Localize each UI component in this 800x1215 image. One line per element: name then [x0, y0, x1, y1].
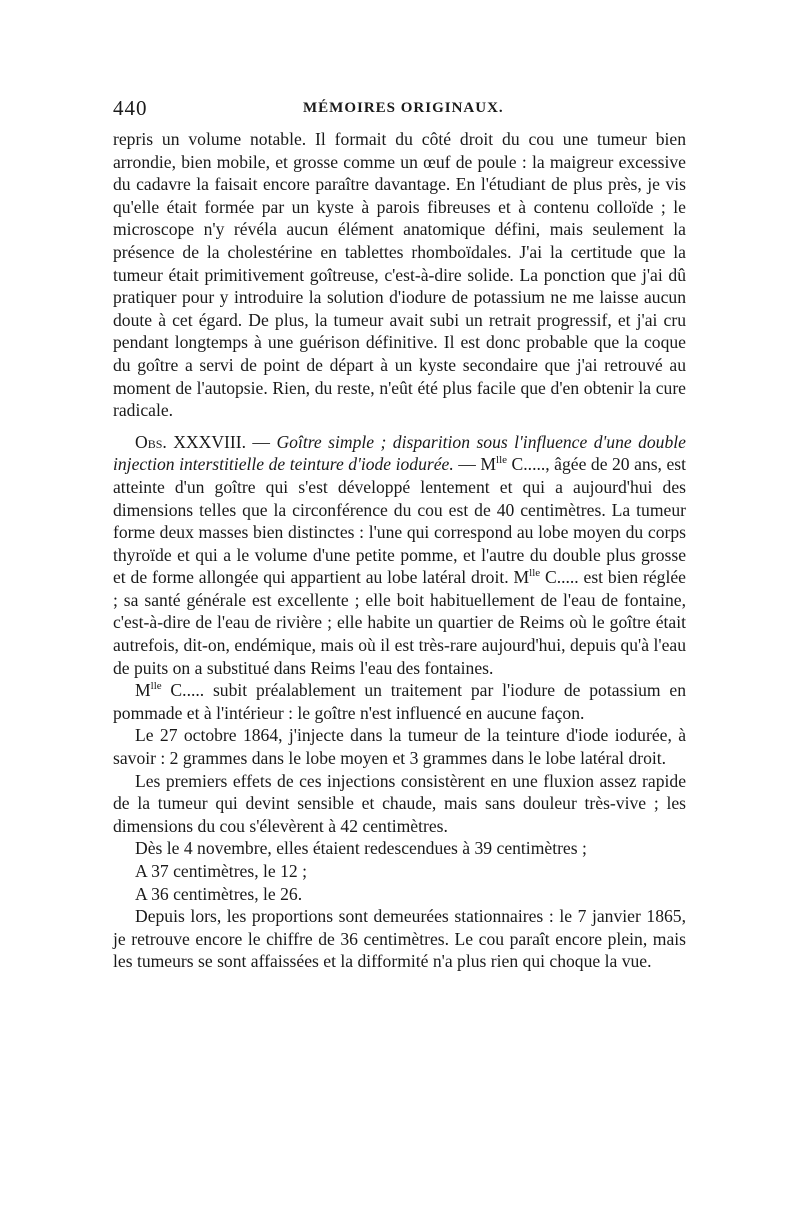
page-header	[113, 96, 688, 126]
mlle2-prefix: M	[513, 567, 530, 588]
mlle-prefix: M	[480, 454, 497, 475]
observation-paragraph	[113, 431, 686, 680]
paragraph-final: Depuis lors, les proportions sont demeurées stationnaires : le 7 janvier 1865, je retrouve encore le chiffre de 36 centimètres. Le cou paraît encore plein, mais les tumeurs se sont affaissées et la difformité n'a plus rien qui choque la vue.	[113, 906, 686, 972]
paragraph-autopsy: repris un volume notable. Il formait du côté droit du cou une tumeur bien arrondie, bien mobile, et grosse comme un œuf de poule : la maigreur excessive du cadavre la faisait encore paraître davantage. En l'étudiant de plus près, je vis qu'elle était formée par un kyste à parois fibreuses et à contenu colloïde ; le microscope n'y révéla aucun élément anatomique défini, mais seulement la présence de la cholestérine en tablettes rhomboïdales. J'ai la certitude que la tumeur était primitivement goîtreuse, c'est-à-dire solide. La ponction que j'ai dû pratiquer pour y introduire la solution d'iodure de potassium ne me laisse aucun doute à cet égard. De plus, la tumeur avait subi un retrait progressif, et j'ai cru pendant longtemps à une guérison définitive. Il est donc probable que la coque du goître a servi de point de départ à un kyste secondaire que j'ai retrouvé au moment de l'autopsie. Rien, du reste, n'eût été plus facile que d'en obtenir la cure radicale.	[113, 129, 686, 421]
page-body	[113, 128, 686, 973]
paragraph-effects: Les premiers effets de ces injections consistèrent en une fluxion assez rapide de la tumeur qui devint sensible et chaude, mais sans douleur très-vive ; les dimensions du cou s'élevèrent à 42 centimètres.	[113, 770, 686, 836]
mlle3-sup: lle	[150, 680, 162, 693]
paragraph-november: Dès le 4 novembre, elles étaient redescendues à 39 centimètres ;	[135, 838, 587, 859]
paragraph-injection: Le 27 octobre 1864, j'injecte dans la tumeur de la teinture d'iode iodurée, à savoir : 2 grammes dans le lobe moyen et 3 grammes dans le lobe latéral droit.	[113, 725, 686, 769]
observation-intro: C....., âgée de 20 ans, est atteinte d'un goître qui s'est développé lentement et qui a aujourd'hui des dimensions telles que la circonférence du cou est de 40 centimètres. La tumeur forme deux masses bien distinctes : l'une qui correspond au lobe moyen du corps thyroïde et qui a le volume d'une petite pomme, et l'autre du double plus grosse et de forme allongée qui appartient au lobe latéral droit.	[113, 454, 687, 588]
mlle2-sup: lle	[529, 567, 541, 580]
observation-dash: —	[458, 454, 476, 475]
observation-title: Goître simple ; disparition sous l'influence d'une double injection interstitielle de teinture d'iode iodurée.	[113, 431, 686, 475]
observation-intro-2: C..... est bien réglée ; sa santé générale est excellente ; elle boit habituellement de l'eau de fontaine, c'est-à-dire de l'eau de rivière ; elle habite un quartier de Reims où le goître était autrefois, dit-on, endémique, mais où il est très-rare aujourd'hui, depuis qu'à l'eau de puits on a substitué dans Reims l'eau des fontaines.	[113, 567, 686, 678]
treatment-text: C..... subit préalablement un traitement par l'iodure de potassium en pommade et à l'intérieur : le goître n'est influencé en aucune façon.	[113, 680, 686, 723]
paragraph-12: A 37 centimètres, le 12 ;	[135, 861, 307, 881]
observation-label: Obs. XXXVIII. —	[135, 431, 271, 452]
paragraph-treatment	[113, 679, 686, 724]
page-number: 440	[113, 96, 148, 120]
mlle3-prefix: M	[135, 680, 151, 701]
running-title: MÉMOIRES ORIGINAUX.	[303, 100, 504, 116]
mlle-sup: lle	[496, 454, 508, 467]
paragraph-26: A 36 centimètres, le 26.	[135, 883, 303, 904]
